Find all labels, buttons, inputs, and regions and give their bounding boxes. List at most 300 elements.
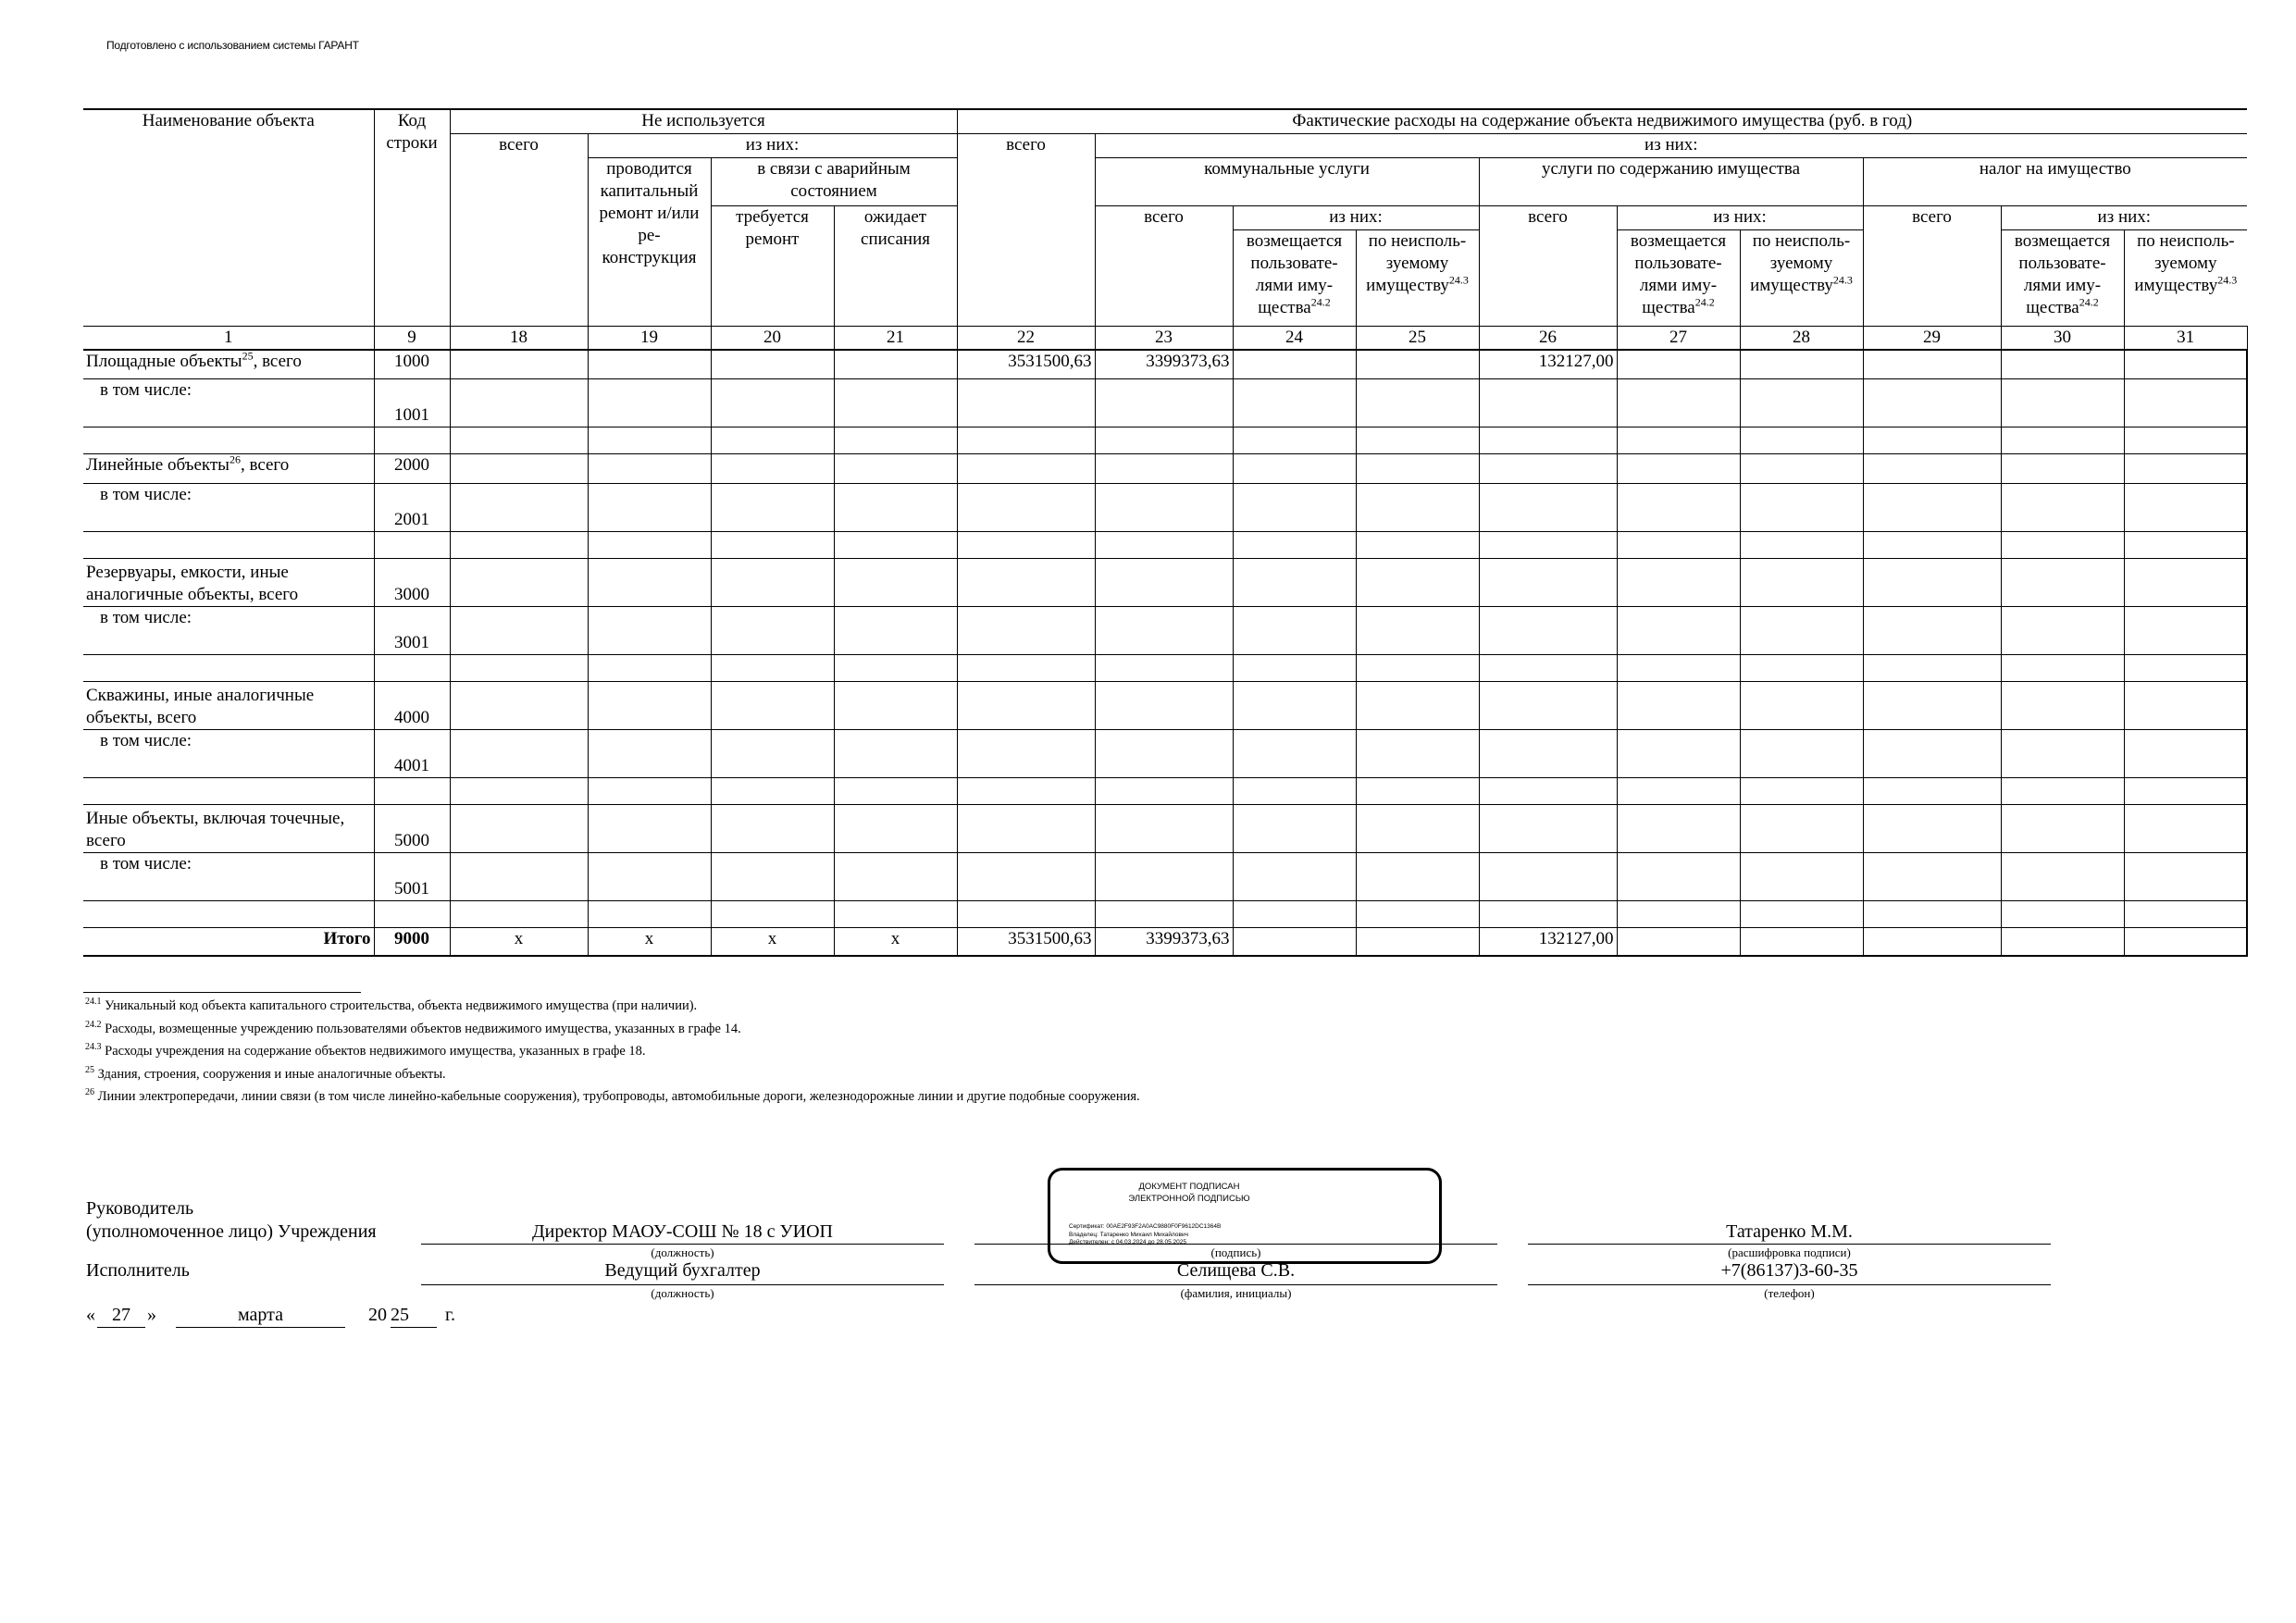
line-exec-phone	[1528, 1284, 2051, 1285]
cell-c20	[711, 730, 834, 778]
row-name: в том числе:	[83, 607, 374, 655]
cell-c31	[2124, 379, 2247, 427]
cell-c22: 3531500,63	[957, 350, 1095, 379]
cell-c20	[711, 427, 834, 454]
head-label-1: Руководитель	[86, 1198, 194, 1219]
cell-c23	[1095, 484, 1233, 532]
cell-c30	[2001, 805, 2124, 853]
cell-c26	[1479, 607, 1617, 655]
cell-c22	[957, 532, 1095, 559]
cell-c25	[1356, 559, 1479, 607]
cell-c25	[1356, 427, 1479, 454]
cell-c27	[1617, 607, 1740, 655]
cell-c25	[1356, 901, 1479, 928]
row-code: 3000	[374, 559, 450, 607]
cell-c26: 132127,00	[1479, 350, 1617, 379]
cell-c23	[1095, 853, 1233, 901]
cell-c25	[1356, 484, 1479, 532]
line-date-year	[391, 1327, 437, 1328]
row-code: 3001	[374, 607, 450, 655]
row-name	[83, 532, 374, 559]
cell-c26	[1479, 682, 1617, 730]
cell-c21	[834, 730, 957, 778]
line-date-month	[176, 1327, 345, 1328]
row-code	[374, 778, 450, 805]
header-iz-nih: из них:	[1233, 205, 1479, 229]
cell-c20	[711, 778, 834, 805]
header-repair-needed: требуется ремонт	[711, 205, 834, 326]
cell-c19	[588, 655, 711, 682]
cell-c26	[1479, 559, 1617, 607]
cell-c29	[1863, 559, 2001, 607]
cell-c29	[1863, 532, 2001, 559]
header-actual: Фактические расходы на содержание объекта недвижимого имущества (руб. в год)	[957, 109, 2247, 133]
column-numbers-row	[83, 326, 2247, 350]
total-c25	[1356, 928, 1479, 956]
cell-c31	[2124, 532, 2247, 559]
cell-c28	[1740, 805, 1863, 853]
total-x: x	[588, 928, 711, 956]
footnote: $^{24.3}$ Расходы учреждения на содержание объектов недвижимого имущества, указанных в графе 18.	[85, 1042, 646, 1059]
cell-c22	[957, 901, 1095, 928]
cell-c25	[1356, 805, 1479, 853]
cell-c29	[1863, 484, 2001, 532]
cell-c21	[834, 655, 957, 682]
cell-c31	[2124, 778, 2247, 805]
cell-c29	[1863, 853, 2001, 901]
total-code: 9000	[374, 928, 450, 956]
date-day: 27	[112, 1305, 130, 1325]
cell-c29	[1863, 607, 2001, 655]
cell-c24	[1233, 559, 1356, 607]
row-code: 2001	[374, 484, 450, 532]
row-name: в том числе:	[83, 853, 374, 901]
cell-c24	[1233, 484, 1356, 532]
row-name: Площадные объекты$^{25}$, всего	[83, 350, 374, 379]
cell-c28	[1740, 427, 1863, 454]
row-name: в том числе:	[83, 484, 374, 532]
cell-c24	[1233, 379, 1356, 427]
cell-c25	[1356, 350, 1479, 379]
table-row	[83, 682, 2247, 730]
cell-c24	[1233, 901, 1356, 928]
cell-c26	[1479, 427, 1617, 454]
cell-c31	[2124, 730, 2247, 778]
cell-c29	[1863, 901, 2001, 928]
date-g: г.	[445, 1305, 455, 1325]
cell-c20	[711, 901, 834, 928]
stamp-title: ДОКУМЕНТ ПОДПИСАН ЭЛЕКТРОННОЙ ПОДПИСЬЮ	[1128, 1182, 1250, 1204]
table-row	[83, 559, 2247, 607]
column-number: 22	[957, 326, 1095, 350]
cell-c30	[2001, 730, 2124, 778]
row-name	[83, 427, 374, 454]
row-code	[374, 655, 450, 682]
footnote: $^{26}$ Линии электропередачи, линии связи (в том числе линейно-кабельные сооружения), трубопроводы, автомобильные дороги, железнодорожные линии и другие подобные сооружения.	[85, 1087, 1140, 1104]
cell-c21	[834, 379, 957, 427]
cell-c22	[957, 607, 1095, 655]
cell-c24	[1233, 427, 1356, 454]
row-code	[374, 901, 450, 928]
cell-c28	[1740, 901, 1863, 928]
cell-c18	[450, 427, 588, 454]
caption-position: (должность)	[651, 1286, 714, 1300]
cell-c22	[957, 682, 1095, 730]
cell-c27	[1617, 901, 1740, 928]
cell-c28	[1740, 778, 1863, 805]
cell-c18	[450, 532, 588, 559]
cell-c27	[1617, 559, 1740, 607]
header-code: Код строки	[374, 109, 450, 326]
cell-c20	[711, 350, 834, 379]
cell-c23	[1095, 532, 1233, 559]
cell-c22	[957, 655, 1095, 682]
header-not-used: Не используется	[450, 109, 957, 133]
cell-c20	[711, 379, 834, 427]
cell-c20	[711, 454, 834, 484]
total-x: x	[711, 928, 834, 956]
table-row	[83, 778, 2247, 805]
cell-c26	[1479, 805, 1617, 853]
cell-c21	[834, 607, 957, 655]
cell-c30	[2001, 559, 2124, 607]
header-unused: по неисполь-зуемому имуществу$^{24.3}$	[1356, 229, 1479, 326]
row-code: 1000	[374, 350, 450, 379]
table-row	[83, 805, 2247, 853]
header-vsego: всего	[957, 133, 1095, 326]
cell-c18	[450, 454, 588, 484]
cell-c29	[1863, 379, 2001, 427]
cell-c21	[834, 427, 957, 454]
header-vsego: всего	[1095, 205, 1233, 326]
cell-c25	[1356, 853, 1479, 901]
cell-c22	[957, 730, 1095, 778]
cell-c28	[1740, 484, 1863, 532]
column-number: 18	[450, 326, 588, 350]
cell-c29	[1863, 805, 2001, 853]
cell-c21	[834, 853, 957, 901]
row-name	[83, 901, 374, 928]
footnotes	[85, 995, 1140, 1109]
footnote: $^{24.2}$ Расходы, возмещенные учреждению пользователями объектов недвижимого имущества, указанных в графе 14.	[85, 1019, 741, 1036]
cell-c23	[1095, 805, 1233, 853]
total-c28	[1740, 928, 1863, 956]
head-label-2: (уполномоченное лицо) Учреждения	[86, 1221, 377, 1242]
date-month: марта	[238, 1305, 283, 1325]
cell-c30	[2001, 901, 2124, 928]
cell-c30	[2001, 454, 2124, 484]
cell-c22	[957, 454, 1095, 484]
cell-c27	[1617, 427, 1740, 454]
cell-c25	[1356, 730, 1479, 778]
cell-c25	[1356, 454, 1479, 484]
table-row	[83, 454, 2247, 484]
cell-c27	[1617, 730, 1740, 778]
cell-c30	[2001, 655, 2124, 682]
cell-c18	[450, 655, 588, 682]
row-name	[83, 778, 374, 805]
cell-c19	[588, 853, 711, 901]
cell-c20	[711, 559, 834, 607]
cell-c23	[1095, 778, 1233, 805]
line-exec-name	[974, 1284, 1497, 1285]
column-number: 29	[1863, 326, 2001, 350]
exec-name: Селищева С.В.	[1176, 1260, 1296, 1281]
cell-c25	[1356, 379, 1479, 427]
cell-c21	[834, 350, 957, 379]
cell-c30	[2001, 532, 2124, 559]
row-name	[83, 655, 374, 682]
row-name: Иные объекты, включая точечные, всего	[83, 805, 374, 853]
row-name: в том числе:	[83, 379, 374, 427]
cell-c19	[588, 559, 711, 607]
line-head-name	[1528, 1244, 2051, 1245]
row-name: Линейные объекты$^{26}$, всего	[83, 454, 374, 484]
cell-c18	[450, 901, 588, 928]
cell-c23	[1095, 682, 1233, 730]
total-c29	[1863, 928, 2001, 956]
cell-c26	[1479, 901, 1617, 928]
column-number: 24	[1233, 326, 1356, 350]
cell-c26	[1479, 454, 1617, 484]
header-unused: по неисполь-зуемому имуществу$^{24.3}$	[1740, 229, 1863, 326]
cell-c18	[450, 484, 588, 532]
table-row	[83, 655, 2247, 682]
header-utilities: коммунальные услуги	[1095, 157, 1479, 205]
cell-c19	[588, 778, 711, 805]
cell-c19	[588, 379, 711, 427]
cell-c30	[2001, 853, 2124, 901]
electronic-signature-stamp	[1048, 1168, 1442, 1264]
total-row	[83, 928, 2247, 956]
caption-phone: (телефон)	[1764, 1286, 1815, 1300]
cell-c19	[588, 901, 711, 928]
row-code: 4001	[374, 730, 450, 778]
cell-c27	[1617, 682, 1740, 730]
table-row	[83, 730, 2247, 778]
column-number: 9	[374, 326, 450, 350]
cell-c27	[1617, 655, 1740, 682]
total-x: x	[450, 928, 588, 956]
cell-c19	[588, 730, 711, 778]
header-iz-nih: из них:	[1095, 133, 2247, 157]
cell-c23: 3399373,63	[1095, 350, 1233, 379]
row-code	[374, 532, 450, 559]
cell-c29	[1863, 682, 2001, 730]
cell-c31	[2124, 559, 2247, 607]
cell-c30	[2001, 427, 2124, 454]
cell-c26	[1479, 532, 1617, 559]
caption-position: (должность)	[651, 1245, 714, 1259]
column-number: 1	[83, 326, 374, 350]
cell-c30	[2001, 484, 2124, 532]
cell-c20	[711, 655, 834, 682]
cell-c31	[2124, 607, 2247, 655]
stamp-details: Сертификат: 00AE2F93F2A0AC9880F0F9612DC1364B Владелец: Татаренко Михаил Михайлович Действителен: с 04.03.2024 до 28.05.2025	[1069, 1223, 1222, 1245]
date-year: 25	[391, 1305, 409, 1325]
row-code: 2000	[374, 454, 450, 484]
expenses-table	[83, 108, 2248, 957]
date-open-quote: «	[86, 1305, 95, 1325]
cell-c19	[588, 427, 711, 454]
cell-c31	[2124, 484, 2247, 532]
cell-c22	[957, 484, 1095, 532]
cell-c22	[957, 559, 1095, 607]
column-number: 27	[1617, 326, 1740, 350]
cell-c31	[2124, 901, 2247, 928]
cell-c25	[1356, 532, 1479, 559]
line-head-position	[421, 1244, 944, 1245]
cell-c29	[1863, 350, 2001, 379]
cell-c23	[1095, 454, 1233, 484]
cell-c18	[450, 853, 588, 901]
cell-c18	[450, 682, 588, 730]
cell-c20	[711, 805, 834, 853]
head-name: Татаренко М.М.	[1726, 1221, 1853, 1242]
table-row	[83, 350, 2247, 379]
exec-label: Исполнитель	[86, 1260, 190, 1281]
cell-c20	[711, 853, 834, 901]
cell-c24	[1233, 853, 1356, 901]
cell-c24	[1233, 805, 1356, 853]
cell-c29	[1863, 427, 2001, 454]
cell-c28	[1740, 853, 1863, 901]
exec-position: Ведущий бухгалтер	[604, 1260, 761, 1281]
cell-c30	[2001, 607, 2124, 655]
cell-c18	[450, 805, 588, 853]
cell-c27	[1617, 532, 1740, 559]
cell-c19	[588, 607, 711, 655]
cell-c25	[1356, 778, 1479, 805]
cell-c31	[2124, 427, 2247, 454]
header-unused: по неисполь-зуемому имуществу$^{24.3}$	[2124, 229, 2247, 326]
column-number: 19	[588, 326, 711, 350]
cell-c31	[2124, 853, 2247, 901]
cell-c27	[1617, 350, 1740, 379]
column-number: 21	[834, 326, 957, 350]
date-close-quote: »	[147, 1305, 156, 1325]
cell-c30	[2001, 682, 2124, 730]
cell-c23	[1095, 379, 1233, 427]
cell-c23	[1095, 901, 1233, 928]
cell-c22	[957, 778, 1095, 805]
line-date-day	[97, 1327, 145, 1328]
cell-c19	[588, 454, 711, 484]
cell-c23	[1095, 607, 1233, 655]
cell-c31	[2124, 682, 2247, 730]
cell-c28	[1740, 607, 1863, 655]
header-iz-nih: из них:	[2001, 205, 2247, 229]
garant-header: Подготовлено с использованием системы ГАРАНТ	[106, 39, 359, 52]
cell-c21	[834, 682, 957, 730]
row-code: 4000	[374, 682, 450, 730]
cell-c28	[1740, 350, 1863, 379]
header-reimbursed: возмещается пользовате-лями иму-щества$^{24.2}$	[1617, 229, 1740, 326]
header-vsego: всего	[1479, 205, 1617, 326]
cell-c29	[1863, 730, 2001, 778]
cell-c31	[2124, 454, 2247, 484]
cell-c31	[2124, 655, 2247, 682]
cell-c28	[1740, 559, 1863, 607]
cell-c19	[588, 805, 711, 853]
total-c22: 3531500,63	[957, 928, 1095, 956]
footnote-divider	[83, 992, 361, 993]
column-number: 25	[1356, 326, 1479, 350]
table-body	[83, 350, 2247, 956]
cell-c30	[2001, 379, 2124, 427]
total-label: Итого	[83, 928, 374, 956]
cell-c28	[1740, 730, 1863, 778]
cell-c26	[1479, 778, 1617, 805]
cell-c21	[834, 532, 957, 559]
cell-c29	[1863, 655, 2001, 682]
table-row	[83, 427, 2247, 454]
row-name: Резервуары, емкости, иные аналогичные объекты, всего	[83, 559, 374, 607]
cell-c27	[1617, 454, 1740, 484]
header-vsego: всего	[450, 133, 588, 326]
cell-c21	[834, 484, 957, 532]
cell-c28	[1740, 454, 1863, 484]
row-code: 1001	[374, 379, 450, 427]
cell-c23	[1095, 559, 1233, 607]
cell-c28	[1740, 379, 1863, 427]
table-row	[83, 532, 2247, 559]
cell-c22	[957, 379, 1095, 427]
cell-c21	[834, 805, 957, 853]
table-row	[83, 901, 2247, 928]
total-c27	[1617, 928, 1740, 956]
cell-c31	[2124, 350, 2247, 379]
cell-c27	[1617, 853, 1740, 901]
cell-c21	[834, 454, 957, 484]
table-row	[83, 484, 2247, 532]
cell-c22	[957, 853, 1095, 901]
header-write-off: ожидает списания	[834, 205, 957, 326]
header-iz-nih: из них:	[1617, 205, 1863, 229]
cell-c24	[1233, 730, 1356, 778]
cell-c27	[1617, 484, 1740, 532]
cell-c18	[450, 778, 588, 805]
caption-fio: (фамилия, инициалы)	[1180, 1286, 1292, 1300]
cell-c28	[1740, 682, 1863, 730]
footnote: $^{25}$ Здания, строения, сооружения и иные аналогичные объекты.	[85, 1064, 446, 1082]
cell-c29	[1863, 454, 2001, 484]
cell-c28	[1740, 655, 1863, 682]
cell-c23	[1095, 655, 1233, 682]
table-row	[83, 607, 2247, 655]
cell-c31	[2124, 805, 2247, 853]
header-maintenance: услуги по содержанию имущества	[1479, 157, 1863, 205]
cell-c30	[2001, 350, 2124, 379]
row-name: Скважины, иные аналогичные объекты, всего	[83, 682, 374, 730]
cell-c20	[711, 532, 834, 559]
column-number: 26	[1479, 326, 1617, 350]
cell-c26	[1479, 484, 1617, 532]
head-position: Директор МАОУ-СОШ № 18 с УИОП	[532, 1221, 833, 1242]
header-emergency: в связи с аварийным состоянием	[711, 157, 957, 205]
cell-c24	[1233, 607, 1356, 655]
cell-c21	[834, 778, 957, 805]
cell-c26	[1479, 379, 1617, 427]
cell-c24	[1233, 655, 1356, 682]
total-c23: 3399373,63	[1095, 928, 1233, 956]
cell-c24	[1233, 682, 1356, 730]
column-number: 30	[2001, 326, 2124, 350]
header-cap-repair: проводится капитальный ремонт и/или ре-конструкция	[588, 157, 711, 326]
cell-c20	[711, 607, 834, 655]
header-vsego: всего	[1863, 205, 2001, 326]
cell-c20	[711, 484, 834, 532]
